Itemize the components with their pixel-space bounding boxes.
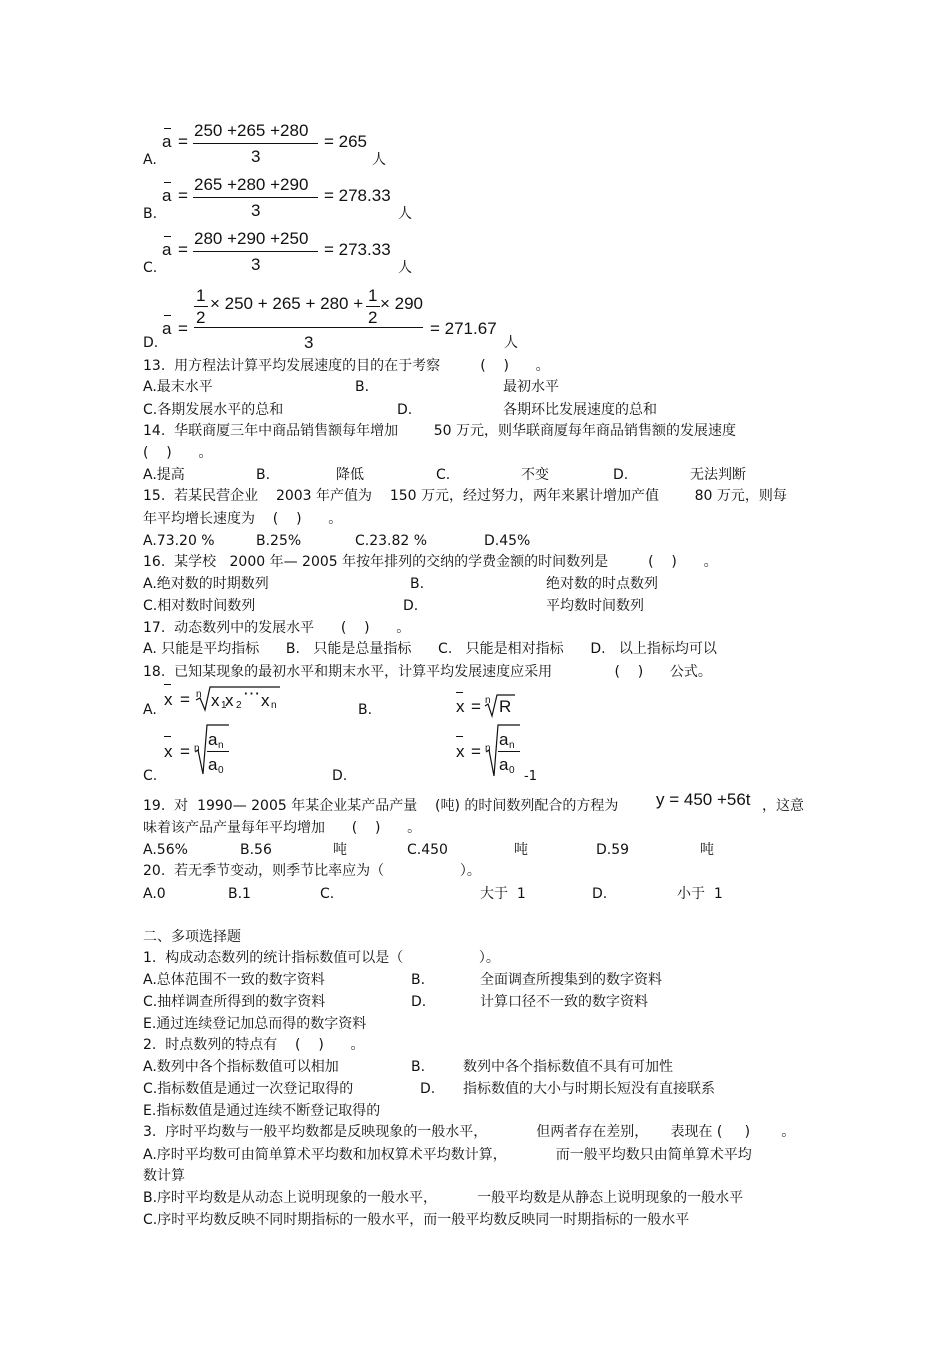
- option-c[interactable]: C.抽样调查所得到的数字资料: [143, 994, 326, 1010]
- option-c[interactable]: C.序时平均数反映不同时期指标的一般水平，而一般平均数反映同一时期指标的一般水平: [143, 1212, 690, 1228]
- option-c-text[interactable]: 不变: [521, 467, 549, 483]
- option-d-text[interactable]: 平均数时间数列: [546, 598, 644, 614]
- mean-symbol: a: [162, 240, 172, 259]
- denominator-a0: a: [208, 755, 218, 774]
- mean-symbol: a: [162, 186, 172, 205]
- option-a[interactable]: A.73.20 %: [143, 533, 215, 549]
- half-numerator: 1: [196, 286, 206, 305]
- equals-sign: =: [178, 240, 188, 259]
- option-b-letter[interactable]: B.: [355, 379, 370, 395]
- equals-sign: =: [178, 186, 188, 205]
- option-b-text[interactable]: 最初水平: [503, 379, 559, 395]
- option-b[interactable]: B.25%: [256, 533, 302, 549]
- fraction-denominator: 3: [251, 255, 261, 274]
- option-c[interactable]: C.450: [407, 842, 448, 858]
- question-stem: 13. 用方程法计算平均发展速度的目的在于考察 ( ) 。: [143, 358, 550, 374]
- option-letter: A.: [143, 702, 157, 718]
- question-stem-cont: 味着该产品产量每年平均增加 ( ) 。: [143, 820, 422, 836]
- option-d-text[interactable]: 小于 1: [677, 886, 723, 902]
- mean-bar: [164, 315, 171, 316]
- result-value: = 278.33: [324, 186, 391, 205]
- option-letter: B.: [358, 702, 373, 718]
- option-c-letter[interactable]: C.: [436, 467, 451, 483]
- question-stem: 18. 已知某现象的最初水平和期末水平，计算平均发展速度应采用 ( ) 公式。: [143, 664, 712, 680]
- option-c[interactable]: C.指标数值是通过一次登记取得的: [143, 1081, 354, 1097]
- numerator-an: a: [499, 730, 509, 749]
- option-a[interactable]: A.0: [143, 886, 166, 902]
- option-d-text[interactable]: 无法判断: [690, 467, 746, 483]
- option-b-unit: 吨: [333, 842, 347, 858]
- exponent-minus-1: -1: [524, 769, 537, 784]
- option-a[interactable]: A.总体范围不一致的数字资料: [143, 972, 325, 988]
- ellipsis: ⋯: [243, 684, 260, 703]
- equals-sign: =: [180, 742, 190, 761]
- term-xn: x: [261, 691, 270, 710]
- option-b-text[interactable]: 降低: [336, 467, 364, 483]
- equals-sign: =: [178, 132, 188, 151]
- option-c-letter[interactable]: C.: [320, 886, 335, 902]
- half-denominator: 2: [196, 308, 206, 327]
- option-e[interactable]: E.通过连续登记加总而得的数字资料: [143, 1016, 367, 1032]
- question-stem: 3. 序时平均数与一般平均数都是反映现象的一般水平， 但两者存在差别， 表现在 ( ) 。: [143, 1124, 796, 1140]
- equals-sign: =: [180, 690, 190, 709]
- option-d-text[interactable]: 各期环比发展速度的总和: [503, 402, 657, 418]
- option-c-unit: 吨: [514, 842, 528, 858]
- fraction-line: [498, 751, 520, 752]
- fraction-denominator: 3: [251, 201, 261, 220]
- unit-label: 人: [398, 206, 412, 222]
- mean-bar: [164, 182, 171, 183]
- option-b[interactable]: B.序时平均数是从动态上说明现象的一般水平， 一般平均数是从静态上说明现象的一般水平: [143, 1190, 744, 1206]
- option-letter: D.: [332, 768, 348, 784]
- fraction-line: [194, 327, 423, 328]
- fraction-denominator: 3: [251, 147, 261, 166]
- subscript-2: 2: [236, 700, 242, 711]
- equals-sign: =: [471, 697, 481, 716]
- denominator-a0: a: [499, 755, 509, 774]
- unit-label: 人: [504, 335, 518, 351]
- result-value: = 271.67: [430, 319, 497, 338]
- question-stem: 17. 动态数列中的发展水平 ( ) 。: [143, 620, 411, 636]
- result-value: = 265: [324, 132, 368, 151]
- question-stem: 15. 若某民营企业 2003 年产值为 150 万元，经过努力，两年来累计增加产值 80 万元，则每: [143, 488, 787, 504]
- question-stem: 19. 对 1990— 2005 年某企业某产品产量 (吨) 的时间数列配合的方程为: [143, 798, 619, 814]
- option-d-letter[interactable]: D.: [592, 886, 608, 902]
- trend-equation: y = 450 +56t: [656, 790, 751, 809]
- option-letter: D.: [143, 335, 159, 351]
- unit-label: 人: [372, 152, 386, 168]
- weighted-terms: × 250 + 265 + 280 +: [210, 294, 364, 313]
- fraction-line: [207, 751, 229, 752]
- fraction-line: [193, 143, 318, 144]
- option-a[interactable]: A.56%: [143, 842, 188, 858]
- mean-bar: [456, 692, 463, 693]
- fraction-numerator: 250 +265 +280: [194, 121, 309, 140]
- option-e[interactable]: E.指标数值是通过连续不断登记取得的: [143, 1103, 381, 1119]
- option-a[interactable]: A.序时平均数可由简单算术平均数和加权算术平均数计算， 而一般平均数只由简单算术平均: [143, 1147, 752, 1163]
- subscript-n: n: [218, 740, 224, 751]
- option-d[interactable]: D.45%: [484, 533, 531, 549]
- option-c-text[interactable]: 大于 1: [480, 886, 526, 902]
- answer-paren: ( ) 。: [143, 445, 213, 461]
- option-b-text[interactable]: 绝对数的时点数列: [546, 576, 658, 592]
- option-letter: B.: [143, 206, 158, 222]
- option-b-text[interactable]: 全面调查所搜集到的数字资料: [480, 972, 662, 988]
- option-a-cont[interactable]: 数计算: [143, 1168, 185, 1184]
- equals-sign: =: [471, 742, 481, 761]
- option-b-letter[interactable]: B.: [410, 576, 425, 592]
- section-heading: 二、多项选择题: [143, 929, 241, 945]
- root-index: n: [485, 743, 491, 754]
- subscript-0: 0: [218, 765, 224, 776]
- option-d-letter[interactable]: D.: [403, 598, 419, 614]
- mean-bar: [164, 684, 171, 685]
- option-d-text[interactable]: 指标数值的大小与时期长短没有直接联系: [463, 1081, 715, 1097]
- question-stem: 14. 华联商厦三年中商品销售额每年增加 50 万元，则华联商厦每年商品销售额的发展速度: [143, 423, 737, 439]
- question-stem-cont: 年平均增长速度为 ( ) 。: [143, 511, 343, 527]
- option-b-text[interactable]: 数列中各个指标数值不具有可加性: [463, 1059, 673, 1075]
- fraction-line: [193, 251, 318, 252]
- subscript-n: n: [509, 740, 515, 751]
- equals-sign: =: [178, 319, 188, 338]
- ratio-R: R: [499, 697, 512, 716]
- weighted-terms-end: × 290: [380, 294, 424, 313]
- option-a[interactable]: A.绝对数的时期数列: [143, 576, 269, 592]
- option-d[interactable]: D.59: [596, 842, 630, 858]
- root-index: n: [485, 695, 491, 706]
- option-letter: C.: [143, 768, 158, 784]
- option-b-letter[interactable]: B.: [411, 1059, 426, 1075]
- option-d-letter[interactable]: D.: [420, 1081, 436, 1097]
- half-denominator: 2: [368, 308, 378, 327]
- mean-bar: [164, 236, 171, 237]
- fraction-denominator: 3: [304, 333, 314, 352]
- option-b-letter[interactable]: B.: [411, 972, 426, 988]
- option-c[interactable]: C.各期发展水平的总和: [143, 402, 284, 418]
- option-b[interactable]: B.56: [240, 842, 272, 858]
- question-stem: 16. 某学校 2000 年— 2005 年按年排列的交纳的学费金额的时间数列是 ( ) 。: [143, 554, 718, 570]
- root-index: n: [194, 743, 200, 754]
- term-x2: x: [225, 691, 234, 710]
- option-a[interactable]: A.提高: [143, 467, 185, 483]
- option-b-letter[interactable]: B.: [256, 467, 271, 483]
- option-letter: C.: [143, 260, 158, 276]
- option-d-unit: 吨: [700, 842, 714, 858]
- term-x1: x: [211, 691, 220, 710]
- unit-label: 人: [398, 260, 412, 276]
- result-value: = 273.33: [324, 240, 391, 259]
- half-numerator: 1: [368, 286, 378, 305]
- subscript-1: 1: [221, 700, 227, 711]
- question-stem: 20. 若无季节变动，则季节比率应为（ ）。: [143, 863, 481, 879]
- option-letter: A.: [143, 152, 157, 168]
- mean-symbol: x: [164, 742, 173, 761]
- option-a[interactable]: A.数列中各个指标数值可以相加: [143, 1059, 339, 1075]
- numerator-an: a: [208, 730, 218, 749]
- mean-symbol: a: [162, 132, 172, 151]
- subscript-0: 0: [509, 765, 515, 776]
- option-c[interactable]: C.23.82 %: [355, 533, 428, 549]
- half-fraction-line: [366, 306, 380, 307]
- option-d-letter[interactable]: D.: [613, 467, 629, 483]
- option-a[interactable]: A.最末水平: [143, 379, 213, 395]
- fraction-line: [193, 197, 318, 198]
- option-d-text[interactable]: 计算口径不一致的数字资料: [480, 994, 648, 1010]
- fraction-numerator: 265 +280 +290: [194, 175, 309, 194]
- mean-bar: [456, 736, 463, 737]
- mean-bar: [164, 128, 171, 129]
- mean-symbol: x: [164, 690, 173, 709]
- mean-bar: [164, 736, 171, 737]
- half-fraction-line: [194, 306, 208, 307]
- option-b[interactable]: B.1: [228, 886, 251, 902]
- question-stem-tail: ，这意: [762, 798, 804, 814]
- option-row[interactable]: A. 只能是平均指标 B. 只能是总量指标 C. 只能是相对指标 D. 以上指标均可以: [143, 641, 717, 657]
- root-index: n: [196, 689, 202, 700]
- fraction-numerator: 280 +290 +250: [194, 229, 309, 248]
- mean-symbol: x: [456, 697, 465, 716]
- option-d-letter[interactable]: D.: [411, 994, 427, 1010]
- option-c[interactable]: C.相对数时间数列: [143, 598, 256, 614]
- mean-symbol: x: [456, 742, 465, 761]
- question-stem: 1. 构成动态数列的统计指标数值可以是（ ）。: [143, 950, 500, 966]
- mean-symbol: a: [162, 319, 172, 338]
- option-d-letter[interactable]: D.: [397, 402, 413, 418]
- question-stem: 2. 时点数列的特点有 ( ) 。: [143, 1037, 365, 1053]
- subscript-n: n: [271, 700, 277, 711]
